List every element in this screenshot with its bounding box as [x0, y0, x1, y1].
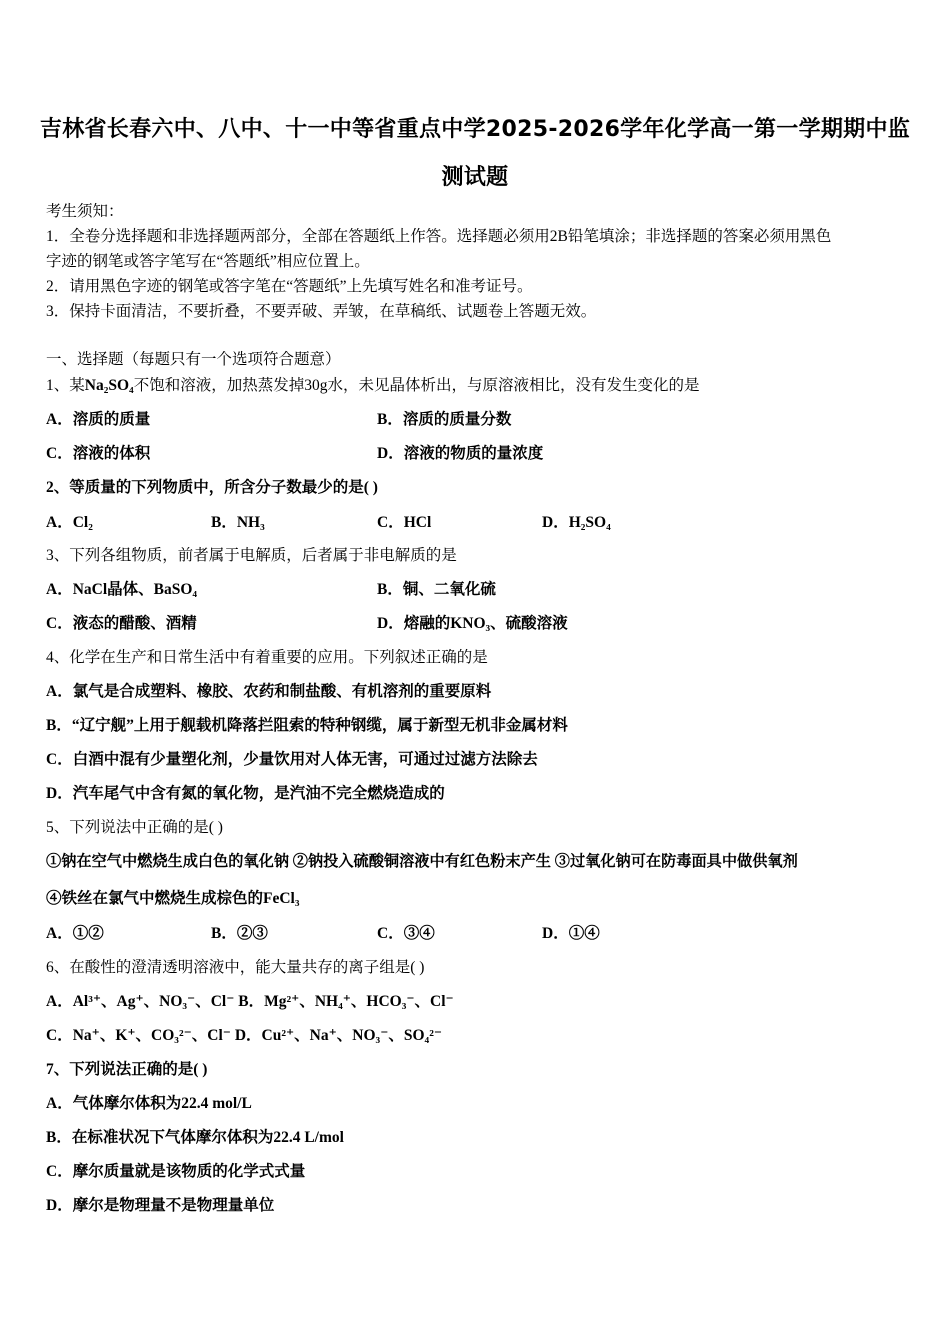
question-5-option-c: C．③④ [377, 925, 435, 942]
exam-title: 吉林省长春六中、八中、十一中等省重点中学2025-2026学年化学高一第一学期期中监 [39, 117, 911, 142]
question-1-option-a: A．溶质的质量 [46, 411, 151, 428]
question-2-option-c: C．HCl [377, 514, 432, 531]
question-2-option-d: D．H₂SO₄ [542, 514, 611, 531]
question-3-option-c: C．液态的醋酸、酒精 [46, 615, 197, 632]
section-heading: 一、选择题（每题只有一个选项符合题意） [46, 351, 341, 368]
question-1-stem [46, 376, 699, 396]
question-7-option-b: B．在标准状况下气体摩尔体积为22.4 L/mol [46, 1129, 344, 1146]
question-7-stem: 7、下列说法正确的是( ) [46, 1061, 208, 1078]
question-2-option-b: B．NH₃ [211, 514, 265, 531]
question-1-option-d: D．溶液的物质的量浓度 [377, 445, 544, 462]
notice-heading: 考生须知： [46, 203, 124, 220]
question-2-option-a: A．Cl₂ [46, 514, 93, 531]
notice-item-2: 2．请用黑色字迹的钢笔或答字笔在“答题纸”上先填写姓名和准考证号。 [46, 278, 533, 295]
question-5-statements-2: ④铁丝在氯气中燃烧生成棕色的FeCl₃ [46, 890, 300, 907]
notice-item-3: 3．保持卡面清洁，不要折叠，不要弄破、弄皱，在草稿纸、试题卷上答题无效。 [46, 303, 597, 320]
question-3-option-d: D．熔融的KNO₃、硫酸溶液 [377, 615, 568, 632]
question-3-option-b: B．铜、二氧化硫 [377, 581, 496, 598]
notice-item-1: 1．全卷分选择题和非选择题两部分，全部在答题纸上作答。选择题必须用2B铅笔填涂；非选择题的答案必须用黑色 [46, 228, 832, 245]
question-1-option-c: C．溶液的体积 [46, 445, 151, 462]
question-5-stem: 5、下列说法中正确的是( ) [46, 819, 223, 836]
question-1-stem-pre: 1、某 [46, 377, 85, 394]
question-4-option-d: D．汽车尾气中含有氮的氧化物，是汽油不完全燃烧造成的 [46, 785, 445, 802]
question-1-option-b: B．溶质的质量分数 [377, 411, 512, 428]
question-7-option-c: C．摩尔质量就是该物质的化学式式量 [46, 1163, 306, 1180]
question-4-stem: 4、化学在生产和日常生活中有着重要的应用。下列叙述正确的是 [46, 649, 488, 666]
question-7-option-a: A．气体摩尔体积为22.4 mol/L [46, 1095, 252, 1112]
question-7-option-d: D．摩尔是物理量不是物理量单位 [46, 1197, 275, 1214]
question-3-stem: 3、下列各组物质，前者属于电解质，后者属于非电解质的是 [46, 547, 457, 564]
question-6-stem: 6、在酸性的澄清透明溶液中，能大量共存的离子组是( ) [46, 959, 425, 976]
question-1-formula: Na₂SO₄ [84, 377, 134, 394]
exam-title-continued: 测试题 [441, 165, 509, 190]
question-6-options-cd: C．Na⁺、K⁺、CO₃²⁻、Cl⁻ D．Cu²⁺、Na⁺、NO₃⁻、SO₄²⁻ [46, 1027, 443, 1044]
question-2-stem: 2、等质量的下列物质中，所含分子数最少的是( ) [46, 479, 378, 496]
question-5-option-b: B．②③ [211, 925, 268, 942]
question-5-statements-1: ①钠在空气中燃烧生成白色的氧化钠 ②钠投入硫酸铜溶液中有红色粉末产生 ③过氧化钠可在防毒面具中做供氧剂 [46, 853, 798, 870]
question-4-option-a: A．氯气是合成塑料、橡胶、农药和制盐酸、有机溶剂的重要原料 [46, 683, 492, 700]
notice-item-1-continued: 字迹的钢笔或答字笔写在“答题纸”相应位置上。 [46, 253, 370, 270]
question-4-option-c: C．白酒中混有少量塑化剂，少量饮用对人体无害，可通过过滤方法除去 [46, 751, 538, 768]
question-3-option-a: A．NaCl晶体、BaSO₄ [46, 581, 198, 598]
question-1-stem-post: 不饱和溶液，加热蒸发掉30g水，未见晶体析出，与原溶液相比，没有发生变化的是 [133, 377, 700, 394]
question-5-option-a: A．①② [46, 925, 104, 942]
question-5-option-d: D．①④ [542, 925, 600, 942]
question-4-option-b: B．“辽宁舰”上用于舰载机降落拦阻索的特种钢缆，属于新型无机非金属材料 [46, 717, 568, 734]
question-6-options-ab: A．Al³⁺、Ag⁺、NO₃⁻、Cl⁻ B．Mg²⁺、NH₄⁺、HCO₃⁻、Cl⁻ [46, 993, 454, 1010]
